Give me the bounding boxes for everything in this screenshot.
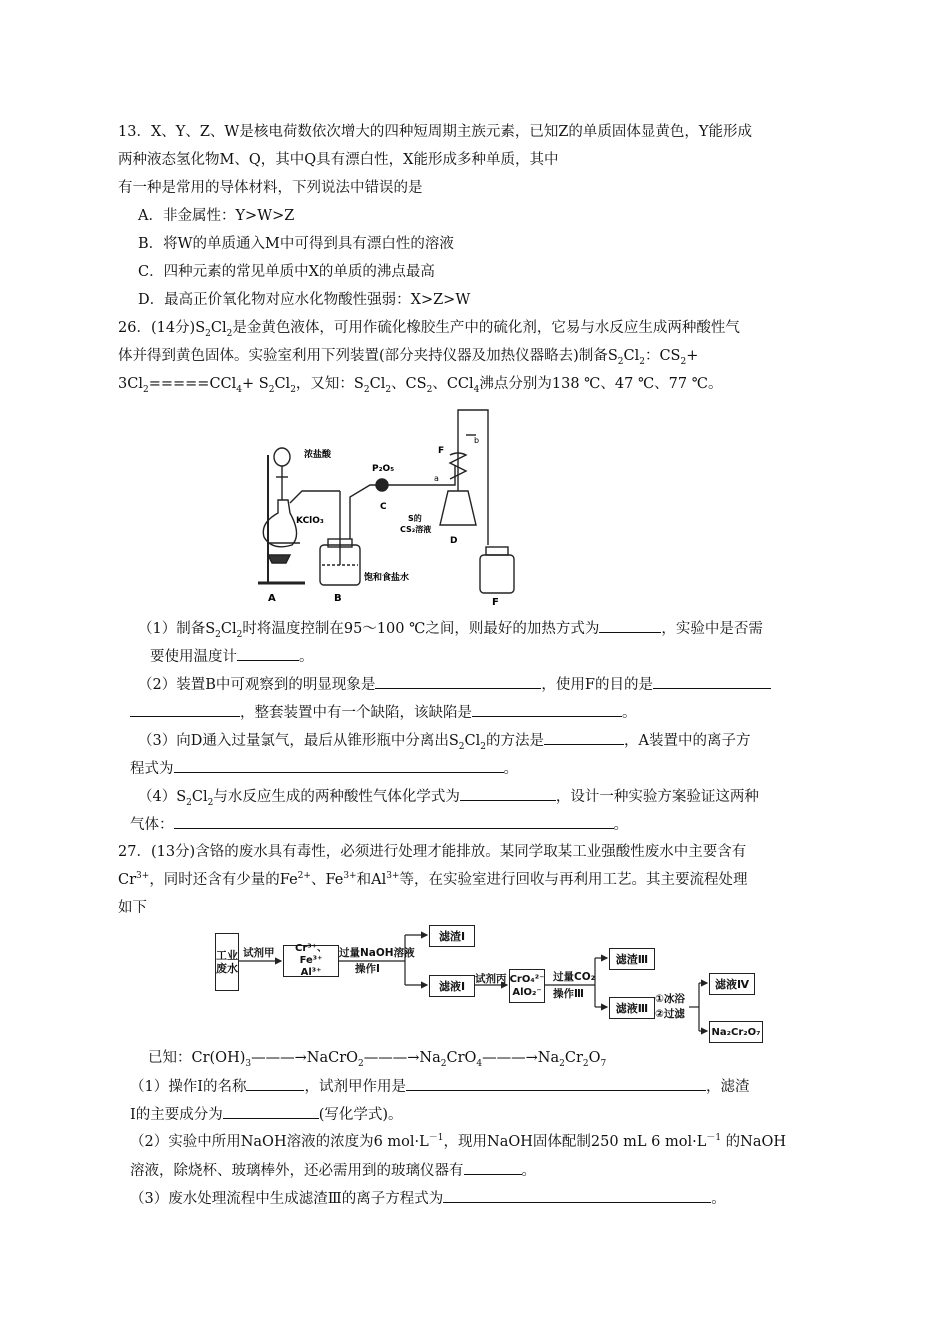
text: Cr: [564, 1050, 583, 1066]
q13-stem-line3: 有一种是常用的导体材料，下列说法中错误的是: [118, 180, 423, 196]
text: 的方法是: [486, 733, 544, 749]
q26-line2-text: 体并得到黄色固体。实验室利用下列装置(部分夹持仪器及加热仪器略去)制备: [118, 348, 608, 364]
q27-part3-line1: [130, 1188, 726, 1209]
label-p2o5: P₂O₅: [372, 464, 395, 474]
label-apparatus-a: A: [268, 593, 276, 604]
flow-diagram: [215, 925, 775, 1045]
bottle-f-cap: [486, 547, 508, 555]
text: ，现用NaOH固体配制250 mL 6 mol·L: [443, 1134, 707, 1150]
text: 。: [613, 817, 628, 833]
text: Na: [537, 1050, 560, 1066]
text: 。: [299, 649, 314, 665]
text: 。: [711, 1191, 726, 1207]
q26-line1: [118, 318, 740, 338]
text: ，设计一种实验方案验证这两种: [555, 789, 759, 805]
q27-line2: [118, 870, 747, 890]
q27-part1-line1: [130, 1076, 749, 1097]
subscript: 2: [205, 328, 211, 339]
answer-blank[interactable]: [464, 1160, 522, 1175]
answer-blank[interactable]: [599, 618, 661, 633]
formula-part: S: [607, 348, 618, 364]
flow-filtrate4: 滤液Ⅳ: [709, 973, 755, 995]
label-sat-nacl: 饱和食盐水: [364, 573, 410, 583]
flow-residue3: 滤渣Ⅲ: [609, 948, 655, 970]
text: 等，在实验室进行回收与再利用工艺。其主要流程处理: [399, 872, 748, 888]
subscript: 2: [639, 356, 645, 367]
text: Ⅰ的主要成分为: [130, 1107, 223, 1123]
text: Cr: [118, 872, 137, 888]
q26-line2: 体并得到黄色固体。实验室利用下列装置(部分夹持仪器及加热仪器略去)制备$S_2Cl_2$：$CS_2+$: [118, 348, 699, 367]
flask-outlet-tube: [290, 491, 340, 503]
plus-sign: +: [686, 348, 699, 364]
flow-residue1: 滤渣Ⅰ: [429, 925, 475, 947]
superscript: 3+: [343, 871, 357, 882]
formula-part: 3Cl: [118, 376, 143, 392]
superscript: 2+: [297, 871, 311, 882]
text: （3）废水处理流程中生成滤渣Ⅲ的离子方程式为: [130, 1191, 444, 1207]
subscript: 2: [440, 1058, 447, 1069]
flow-ions-box: [283, 945, 339, 977]
tube-b-to-c: [350, 485, 374, 539]
text: ，使用F的目的是: [541, 677, 653, 693]
answer-blank[interactable]: [375, 674, 541, 689]
label-d: D: [450, 536, 458, 546]
subscript: 2: [363, 384, 370, 395]
formula-part: S: [195, 320, 206, 336]
flow-excess-naoh: 过量NaOH溶液: [339, 947, 415, 959]
dropping-funnel: [274, 448, 290, 466]
q26-line3: [118, 374, 722, 394]
q26-part3-line2: [130, 758, 518, 779]
q26-line1-text: 是金黄色液体，可用作硫化橡胶生产中的硫化剂，它易与水反应生成两种酸性气: [232, 320, 740, 336]
subscript: 2: [426, 384, 433, 395]
formula-part: =====CCl: [148, 376, 237, 392]
q13-option-c: C．四种元素的常见单质中X的单质的沸点最高: [138, 264, 435, 280]
ions-line2: Al³⁺: [300, 967, 322, 978]
text: （4）S: [138, 789, 187, 805]
q26-part4-line1: [138, 786, 759, 807]
flow-excess-co2: 过量CO₂: [553, 971, 596, 983]
q27-known: [148, 1048, 606, 1068]
text: 与水反应生成的两种酸性气体化学式为: [213, 789, 460, 805]
label-s-solution-1: S的: [408, 514, 422, 523]
bottle-f: [480, 555, 514, 593]
label-s-solution-2: CS₂溶液: [400, 525, 432, 534]
subscript: 2: [680, 356, 687, 367]
tube-a-inlet: [440, 465, 455, 485]
label-conc-hcl: 浓盐酸: [304, 450, 332, 460]
apparatus-diagram: [250, 405, 520, 610]
text: 的NaOH: [721, 1134, 787, 1150]
subscript: 2: [582, 1058, 589, 1069]
answer-blank[interactable]: [406, 1076, 706, 1091]
q26-part1-line2: [150, 646, 314, 667]
flow-filtrate3: 滤液Ⅲ: [609, 997, 655, 1019]
q13-option-d: D．最高正价氧化物对应水化物酸性强弱：X>Z>W: [138, 292, 471, 308]
label-apparatus-b: B: [334, 593, 342, 604]
text: 。: [521, 1163, 536, 1179]
label-apparatus-f: F: [492, 597, 499, 608]
text: 、Fe: [310, 872, 344, 888]
flow-waste-water: 工业废水: [215, 933, 239, 991]
arrow: ———→: [482, 1050, 538, 1066]
subscript: 2: [236, 629, 243, 640]
formula-part: Cl: [369, 376, 386, 392]
flow-reagent-a: 试剂甲: [243, 947, 275, 959]
subscript: 2: [268, 384, 275, 395]
formula-part: Cl: [274, 376, 291, 392]
q27-part1-line2: [130, 1104, 403, 1125]
text: 时将温度控制在95～100 ℃之间，则最好的加热方式为: [242, 621, 600, 637]
text: (写化学式)。: [318, 1107, 403, 1123]
label-a-small: a: [434, 474, 439, 483]
drying-bulb-c: [376, 479, 388, 491]
text: O: [588, 1050, 601, 1066]
text: 。: [622, 705, 637, 721]
formula-part: 、CS: [391, 376, 427, 392]
arrow: ———→: [363, 1050, 420, 1066]
answer-blank[interactable]: [223, 1104, 319, 1119]
subscript: 2: [186, 797, 192, 808]
superscript: 3+: [386, 871, 400, 882]
formula-part: CS: [659, 348, 681, 364]
q26-header: 26．(14分): [118, 320, 196, 336]
anion-cro4: CrO₄²⁻: [509, 974, 545, 985]
formula-part: Cl: [210, 320, 227, 336]
answer-blank[interactable]: [653, 674, 771, 689]
q26-part2-line2: [130, 702, 637, 723]
text: CrO: [446, 1050, 477, 1066]
label-kclo3: KClO₃: [296, 516, 324, 526]
subscript: 2: [290, 384, 296, 395]
label-f-small: F: [438, 446, 445, 456]
text: Na: [419, 1050, 441, 1066]
superscript: 3+: [136, 871, 150, 882]
q26-part4-line2: [130, 814, 628, 835]
subscript: 2: [617, 356, 624, 367]
q26-part3-line1: [138, 730, 750, 751]
text: NaCrO: [306, 1050, 359, 1066]
answer-blank[interactable]: [443, 1188, 711, 1203]
formula-part: Cl: [220, 621, 237, 637]
flow-filtrate1: 滤液Ⅰ: [429, 975, 475, 997]
subscript: 2: [226, 328, 233, 339]
subscript: 2: [480, 741, 486, 752]
superscript: －1: [706, 1133, 722, 1144]
formula-part: ，又知：S: [295, 376, 364, 392]
subscript: 2: [215, 629, 221, 640]
subscript: 2: [207, 797, 214, 808]
text: （3）向D通入过量氯气，最后从锥形瓶中分离出S: [138, 733, 459, 749]
conical-flask-d: [440, 491, 476, 525]
flow-op1: 操作Ⅰ: [355, 963, 380, 975]
text: ，滤渣: [705, 1079, 750, 1095]
text: （1）制备S: [138, 621, 216, 637]
text: ，A装置中的离子方: [624, 733, 751, 749]
superscript: －1: [428, 1133, 444, 1144]
answer-blank[interactable]: [246, 1076, 304, 1091]
label-c: C: [380, 502, 387, 512]
q13-option-b: B．将W的单质通入M中可得到具有漂白性的溶液: [138, 236, 454, 252]
q27-line1: 27．(13分)含铬的废水具有毒性，必须进行处理才能排放。某同学取某工业强酸性废水中主要含有: [118, 844, 747, 860]
text: 和Al: [356, 872, 387, 888]
label-b-small: b: [474, 436, 480, 445]
q13-stem-line1: 13．X、Y、Z、W是核电荷数依次增大的四种短周期主族元素，已知Z的单质固体显黄色，Y能形成: [118, 124, 752, 140]
text: ，同时还含有少量的Fe: [149, 872, 298, 888]
text: 。: [503, 761, 518, 777]
subscript: 4: [473, 384, 480, 395]
flow-ice-bath: ①冰浴: [655, 993, 685, 1005]
anion-alo2: AlO₂⁻: [512, 987, 542, 998]
subscript: 4: [476, 1058, 483, 1069]
text: ，试剂甲作用是: [304, 1079, 406, 1095]
subscript: 2: [559, 1058, 565, 1069]
answer-blank[interactable]: [174, 814, 614, 829]
flow-filter: ②过滤: [655, 1008, 685, 1020]
answer-blank[interactable]: [472, 702, 622, 717]
text: 气体：: [130, 817, 174, 833]
q26-part2-line1: [138, 674, 771, 695]
q27-part2-line1: [130, 1132, 786, 1152]
ions-line1: Cr³⁺、Fe³⁺: [295, 943, 327, 966]
flow-anions-box: [509, 969, 545, 1003]
q26-part1-line1: [138, 618, 763, 639]
subscript: 2: [385, 384, 392, 395]
answer-blank[interactable]: [174, 758, 504, 773]
formula-part: 沸点分别为138 ℃、47 ℃、77 ℃。: [479, 376, 723, 392]
flow-op3: 操作Ⅲ: [553, 988, 584, 1000]
text: （2）装置B中可观察到的明显现象是: [138, 677, 376, 693]
answer-blank[interactable]: [460, 786, 556, 801]
text: （1）操作Ⅰ的名称: [130, 1079, 247, 1095]
answer-blank[interactable]: [237, 646, 299, 661]
formula-part: 、CCl: [432, 376, 474, 392]
q27-part2-line2: [130, 1160, 536, 1181]
text: ，整套装置中有一个缺陷，该缺陷是: [240, 705, 472, 721]
subscript: 2: [358, 1058, 364, 1069]
subscript: 3: [245, 1058, 252, 1069]
arrow: ———→: [251, 1050, 307, 1066]
formula-part: Cl: [191, 789, 208, 805]
burner: [268, 555, 290, 563]
q27-line3: 如下: [118, 900, 147, 916]
subscript: 4: [236, 384, 243, 395]
subscript: 2: [458, 741, 465, 752]
text: 溶液，除烧杯、玻璃棒外，还必需用到的玻璃仪器有: [130, 1163, 464, 1179]
text: 要使用温度计: [150, 649, 237, 665]
text: （2）实验中所用NaOH溶液的浓度为6 mol·L: [130, 1134, 429, 1150]
subscript: 7: [600, 1058, 607, 1069]
text: 已知：Cr(OH): [148, 1050, 246, 1066]
formula-part: Cl: [464, 733, 481, 749]
formula-part: Cl: [623, 348, 640, 364]
text: ，实验中是否需: [661, 621, 763, 637]
answer-blank[interactable]: [544, 730, 624, 745]
subscript: 2: [142, 384, 149, 395]
q13-option-a: A．非金属性：Y>W>Z: [138, 208, 295, 224]
flow-reagent-c: 试剂丙: [475, 973, 507, 985]
flow-na2cr2o7: Na₂Cr₂O₇: [709, 1021, 763, 1043]
formula-part: + S: [242, 376, 269, 392]
q13-stem-line2: 两种液态氢化物M、Q，其中Q具有漂白性，X能形成多种单质，其中: [118, 152, 559, 168]
answer-blank[interactable]: [130, 702, 240, 717]
text: 程式为: [130, 761, 174, 777]
